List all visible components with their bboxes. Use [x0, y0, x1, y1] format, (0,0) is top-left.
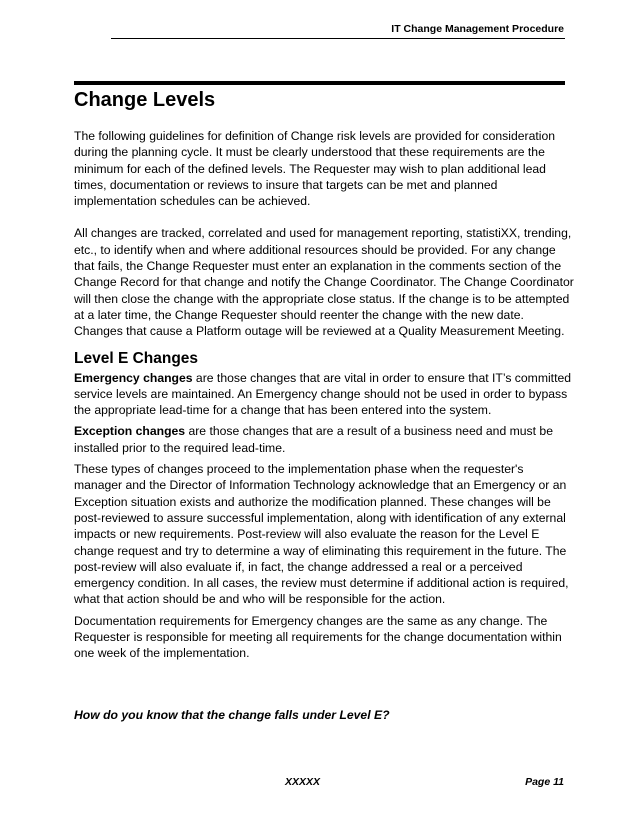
- running-header: IT Change Management Procedure: [391, 23, 564, 35]
- main-content: [74, 86, 574, 662]
- process-paragraph: These types of changes proceed to the implementation phase when the requester's manager and the Director of Information Technology acknowledge that an Emergency or an Exception situation exists and authorize the modification planned. These changes will be post-reviewed to assure successful implementation, along with identification of any external impacts or new requirements. Post-review will also evaluate the reason for the Level E change request and try to determine a way of eliminating this requirement in the future. The post-review will also evaluate if, in fact, the change addressed a real or a perceived emergency condition. In all cases, the review must determine if additional action is required, what that action should be and who will be responsible for the action.: [74, 462, 569, 607]
- emergency-text: are those changes that are vital in order to ensure that IT’s committed service levels are maintained. An Emergency change should not be used in order to bypass the appropriate lead-time for a change that has been entered into the system.: [74, 370, 572, 418]
- section-title: Change Levels: [74, 89, 216, 111]
- footer-placeholder: XXXXX: [285, 776, 321, 788]
- tracking-paragraph: All changes are tracked, correlated and used for management reporting, statistiXX, trending, etc., to identify when and where additional resources should be provided. For any change that fails, the Change Requester must enter an explanation in the comments section of the Change Record for that change and notify the Change Coordinator. The Change Coordinator will then close the change with the appropriate close status. If the change is to be attempted at a later time, the Change Requester should reenter the change with the new date. Changes that cause a Platform outage will be reviewed at a Quality Measurement Meeting.: [74, 226, 574, 339]
- title-rule: [74, 81, 565, 85]
- header-rule: [111, 38, 565, 39]
- exception-text: are those changes that are a result of a business need and must be installed prior to the required lead-time.: [74, 424, 553, 455]
- page-number: Page 11: [525, 776, 564, 788]
- emergency-term: Emergency changes: [74, 370, 193, 385]
- subsection-title: Level E Changes: [74, 349, 199, 367]
- level-e-question: How do you know that the change falls under Level E?: [74, 708, 390, 722]
- exception-paragraph: [74, 423, 574, 456]
- exception-term: Exception changes: [74, 424, 186, 439]
- emergency-paragraph: [74, 370, 574, 419]
- intro-paragraph: The following guidelines for definition of Change risk levels are provided for consideration during the planning cycle. It must be clearly understood that these requirements are the minimum for each of the defined levels. The Requester may wish to plan additional lead times, documentation or reviews to insure that targets can be met and planned implementation schedules can be achieved.: [74, 129, 556, 209]
- documentation-paragraph: Documentation requirements for Emergency changes are the same as any change. The Requester is responsible for meeting all requirements for the change documentation within one week of the implementation.: [74, 613, 562, 661]
